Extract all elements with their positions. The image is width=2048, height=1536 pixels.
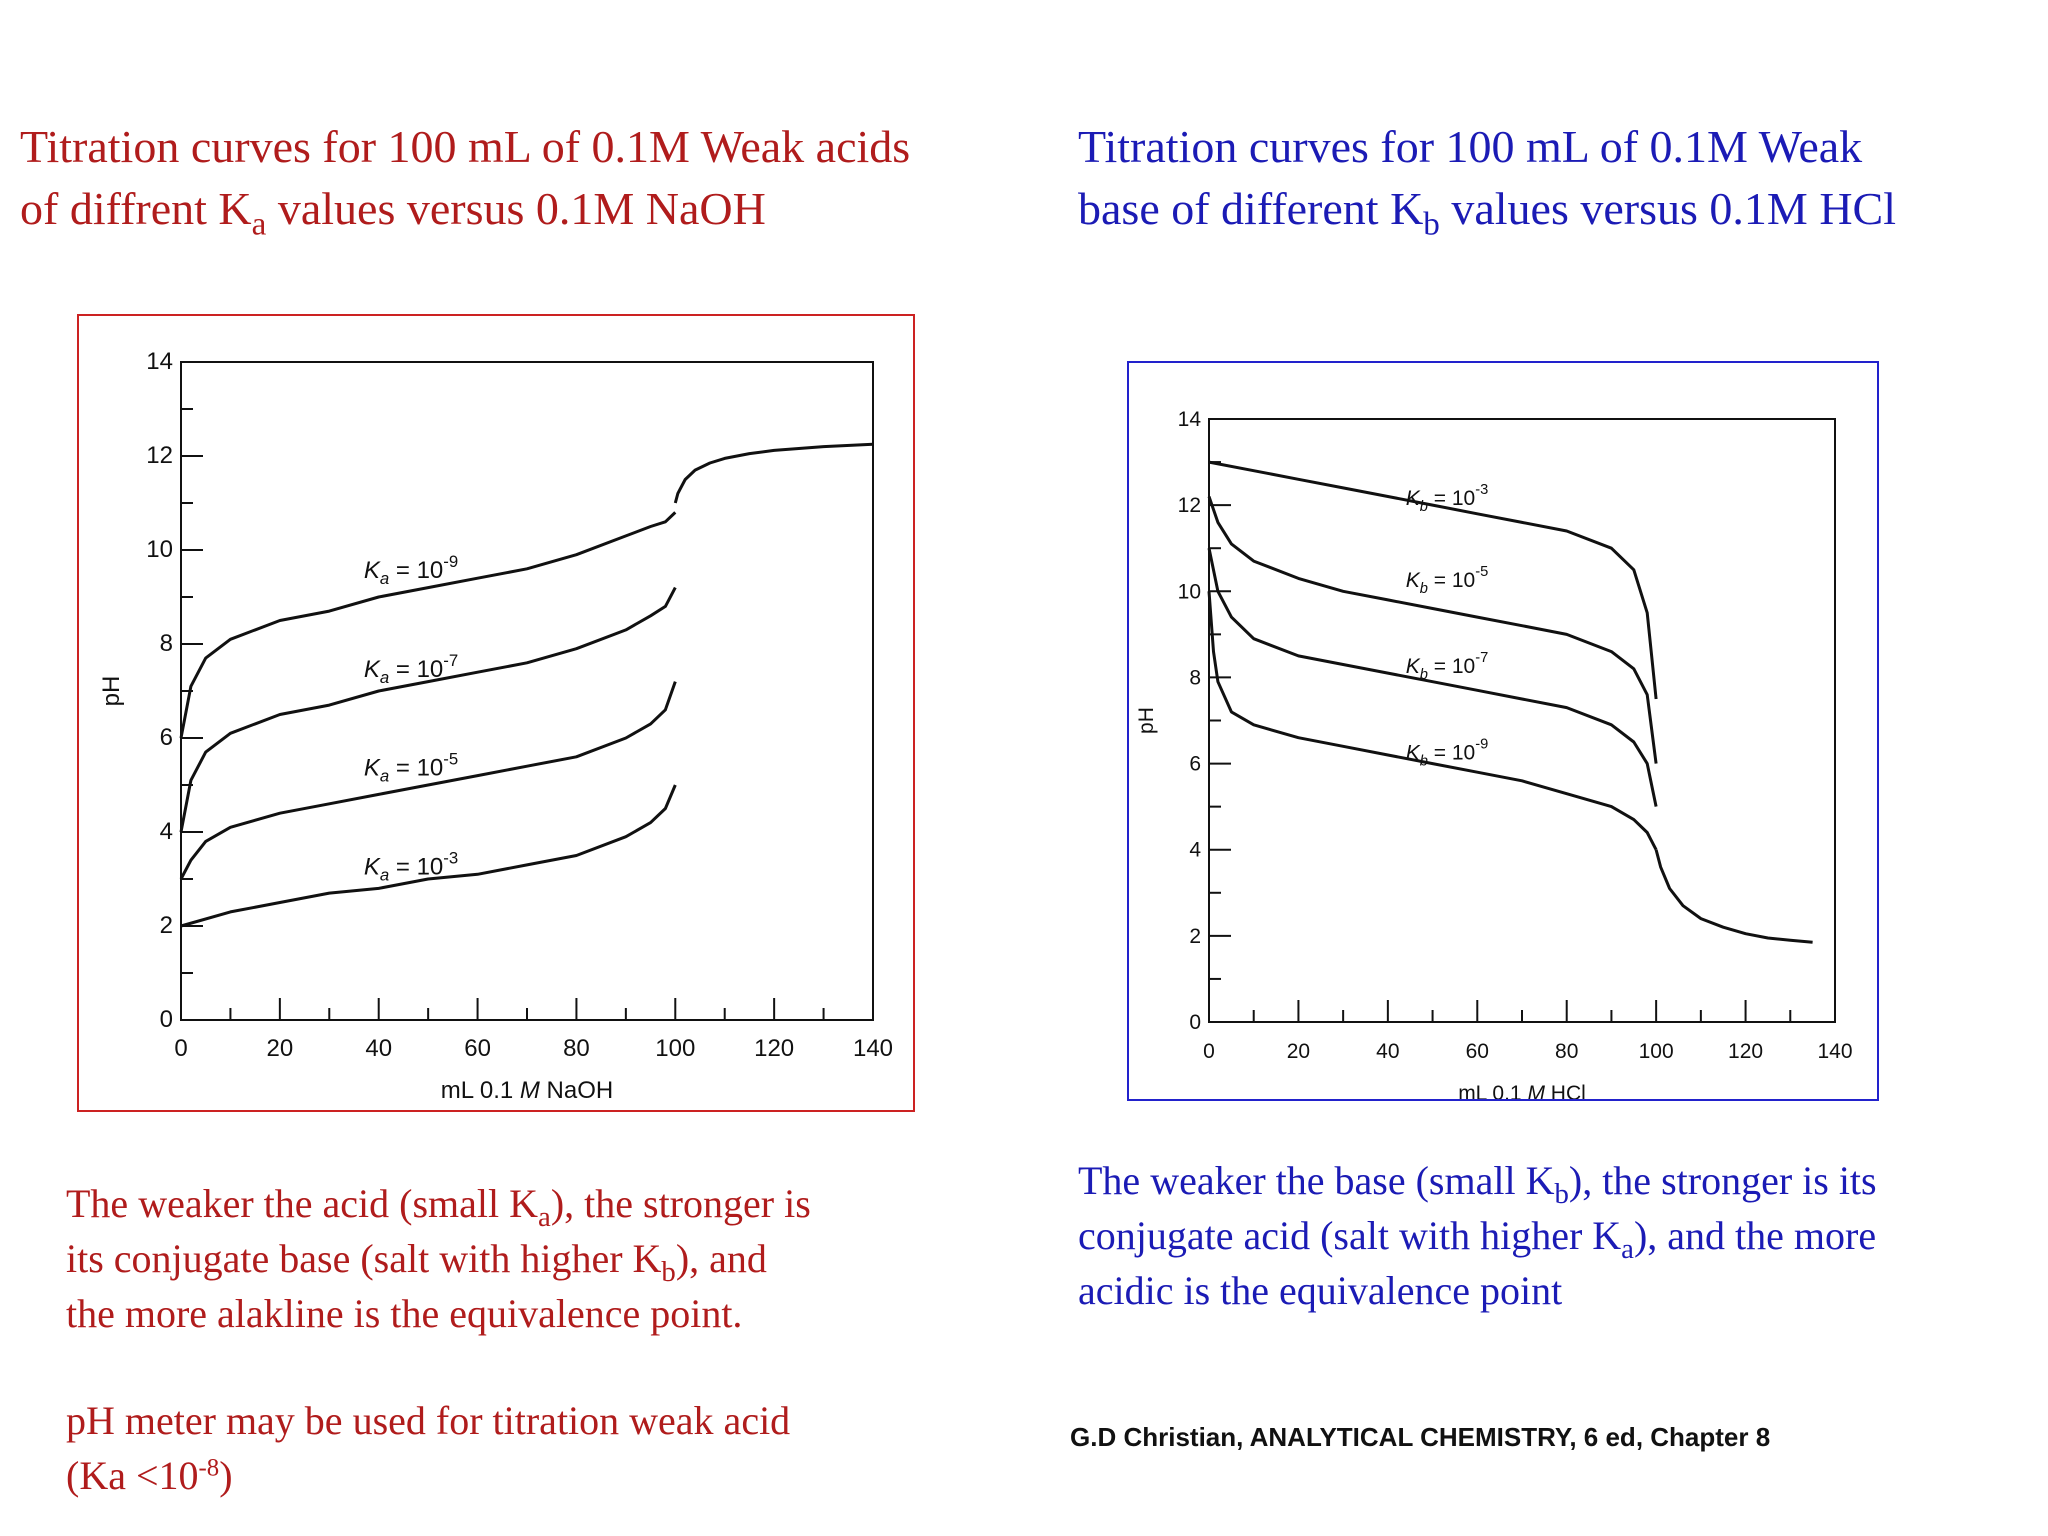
series-label-k: K — [363, 853, 380, 881]
base-caption-line2-post: ), and the more — [1633, 1213, 1877, 1258]
acid-caption-line1-sub: a — [538, 1201, 551, 1234]
x-axis-label — [441, 1077, 614, 1104]
series-label — [364, 651, 458, 687]
series-label-sub: a — [379, 569, 390, 589]
series-label-sub: b — [1419, 667, 1428, 684]
x-tick-label: 100 — [655, 1035, 696, 1062]
series-label — [1406, 564, 1489, 597]
y-tick-label: 4 — [1189, 838, 1201, 862]
x-tick-label: 20 — [1286, 1040, 1311, 1063]
acid-title-line2 — [20, 178, 1060, 243]
y-tick-label: 14 — [146, 348, 173, 375]
plot-area — [181, 362, 873, 1020]
series-label-sub: a — [379, 766, 390, 786]
acid-title-line2-sub: a — [251, 205, 267, 243]
series-label-sup: -3 — [1475, 482, 1489, 499]
ph-meter-note-line1: pH meter may be used for titration weak acid — [66, 1398, 791, 1443]
base-caption-line1-pre: The weaker the base (small K — [1078, 1158, 1555, 1203]
series-label-k: K — [363, 655, 380, 683]
base-title-line2-sub: b — [1423, 205, 1440, 243]
series-label — [1406, 482, 1489, 515]
base-caption-line1 — [1078, 1153, 2018, 1211]
series-line — [181, 512, 675, 738]
x-tick-label: 40 — [365, 1035, 393, 1062]
series-label-eq: = 10 — [1427, 568, 1476, 592]
base-chart-title — [1078, 116, 2038, 243]
series-label-sub: b — [1419, 580, 1428, 597]
series-line — [1656, 850, 1813, 943]
series-label-eq: = 10 — [389, 557, 444, 585]
series-label-sub: b — [1419, 499, 1428, 516]
series-line — [1209, 497, 1656, 764]
series-label-eq: = 10 — [389, 853, 444, 881]
x-tick-label: 120 — [754, 1035, 795, 1062]
x-tick-label: 0 — [1203, 1040, 1215, 1063]
y-tick-label: 4 — [159, 818, 173, 845]
base-title-line2-post: values versus 0.1M HCl — [1439, 183, 1896, 234]
series-label-k: K — [1405, 568, 1420, 592]
x-tick-label: 60 — [464, 1035, 491, 1062]
acid-title-line1: Titration curves for 100 mL of 0.1M Weak acids — [20, 121, 911, 172]
base-caption-line1-sub: b — [1554, 1178, 1569, 1211]
base-caption-line2 — [1078, 1208, 2018, 1266]
x-tick-label: 0 — [174, 1035, 188, 1062]
x-tick-label: 140 — [1817, 1040, 1853, 1063]
acid-caption-line2-post: ), and — [675, 1236, 767, 1281]
x-axis-label-part: mL 0.1 — [1458, 1082, 1528, 1099]
series-label-eq: = 10 — [1427, 741, 1476, 765]
base-caption-line1-post: ), the stronger is its — [1568, 1158, 1877, 1203]
series-label-sup: -7 — [1475, 650, 1489, 667]
y-tick-label: 0 — [159, 1006, 173, 1033]
series-line — [675, 444, 873, 503]
acid-titration-chart — [79, 316, 913, 1110]
base-caption — [1078, 1153, 2018, 1318]
x-tick-label: 140 — [852, 1035, 894, 1062]
series-line — [1209, 591, 1656, 849]
series-label — [364, 552, 458, 588]
ph-meter-note-line2-sup: -8 — [198, 1454, 220, 1482]
acid-caption — [66, 1176, 966, 1341]
series-label-k: K — [1405, 655, 1420, 679]
acid-caption-line2-sub: b — [661, 1256, 676, 1289]
base-caption-line2-pre: conjugate acid (salt with higher K — [1078, 1213, 1622, 1258]
series-label-eq: = 10 — [1427, 487, 1476, 511]
x-tick-label: 80 — [1555, 1040, 1579, 1063]
base-title-line1: Titration curves for 100 mL of 0.1M Weak — [1078, 121, 1863, 172]
x-tick-label: 120 — [1728, 1040, 1764, 1063]
series-label-sub: a — [379, 865, 390, 885]
base-title-line2 — [1078, 178, 2038, 243]
x-axis-label-part: mL 0.1 — [440, 1077, 520, 1104]
y-tick-label: 12 — [1177, 494, 1201, 518]
x-axis-label-part: NaOH — [539, 1077, 614, 1104]
series-label-sup: -7 — [443, 650, 459, 670]
series-label-eq: = 10 — [389, 754, 444, 782]
x-axis-label-part: M — [519, 1077, 540, 1104]
acid-chart-title — [20, 116, 1060, 243]
series-label-k: K — [1405, 741, 1420, 765]
base-titration-chart-frame — [1127, 361, 1879, 1101]
ph-meter-note-line2-pre: (Ka <10 — [66, 1453, 199, 1498]
ph-meter-note-line2 — [66, 1448, 966, 1503]
acid-titration-chart-frame — [77, 314, 915, 1112]
series-label-k: K — [1405, 487, 1420, 511]
series-label-sup: -3 — [443, 848, 459, 868]
acid-title-line2-post: values versus 0.1M NaOH — [266, 183, 766, 234]
series-label-sup: -5 — [1475, 563, 1489, 580]
y-tick-label: 6 — [159, 724, 173, 751]
base-caption-line2-sub: a — [1621, 1233, 1634, 1266]
y-tick-label: 14 — [1177, 408, 1201, 431]
ph-meter-note — [66, 1393, 966, 1503]
y-tick-label: 12 — [146, 442, 173, 469]
series-line — [181, 588, 675, 832]
x-axis-label-part: HCl — [1544, 1082, 1586, 1099]
series-label-eq: = 10 — [389, 655, 444, 683]
y-tick-label: 10 — [146, 536, 173, 563]
x-tick-label: 40 — [1376, 1040, 1400, 1063]
y-axis-label: pH — [1135, 707, 1158, 734]
series-label — [1406, 736, 1489, 769]
series-label-sup: -5 — [443, 749, 459, 769]
series-label-k: K — [363, 754, 380, 782]
acid-caption-line2-pre: its conjugate base (salt with higher K — [66, 1236, 662, 1281]
series-label-sup: -9 — [443, 552, 459, 572]
series-label-eq: = 10 — [1427, 655, 1476, 679]
citation: G.D Christian, ANALYTICAL CHEMISTRY, 6 ed, Chapter 8 — [1070, 1422, 1771, 1452]
series-label-sup: -9 — [1475, 736, 1489, 753]
x-axis-label-part: M — [1527, 1082, 1545, 1099]
x-tick-label: 20 — [266, 1035, 294, 1062]
x-tick-label: 100 — [1638, 1040, 1674, 1063]
y-axis-label: pH — [98, 675, 125, 707]
base-caption-line3: acidic is the equivalence point — [1078, 1268, 1563, 1313]
y-tick-label: 0 — [1189, 1011, 1201, 1034]
y-tick-label: 10 — [1177, 580, 1201, 604]
series-label-k: K — [363, 557, 380, 585]
ph-meter-note-line2-post: ) — [219, 1453, 233, 1498]
y-tick-label: 6 — [1189, 752, 1201, 776]
series-label-sub: a — [379, 667, 390, 687]
acid-title-line2-pre: of diffrent K — [20, 183, 252, 234]
acid-caption-line1-pre: The weaker the acid (small K — [66, 1181, 539, 1226]
y-tick-label: 2 — [1189, 924, 1201, 948]
y-tick-label: 8 — [159, 630, 173, 657]
acid-caption-line3: the more alakline is the equivalence point. — [66, 1291, 743, 1336]
series-label — [364, 750, 458, 786]
y-tick-label: 2 — [159, 912, 173, 939]
base-title-line2-pre: base of different K — [1078, 183, 1424, 234]
series-label-sub: b — [1419, 753, 1428, 770]
x-tick-label: 80 — [563, 1035, 590, 1062]
acid-caption-line2 — [66, 1231, 966, 1289]
x-axis-label — [1458, 1082, 1586, 1099]
y-tick-label: 8 — [1189, 666, 1201, 690]
x-tick-label: 60 — [1465, 1040, 1489, 1063]
acid-caption-line1-post: ), the stronger is — [550, 1181, 811, 1226]
acid-caption-line1 — [66, 1176, 966, 1234]
base-titration-chart — [1129, 363, 1877, 1099]
